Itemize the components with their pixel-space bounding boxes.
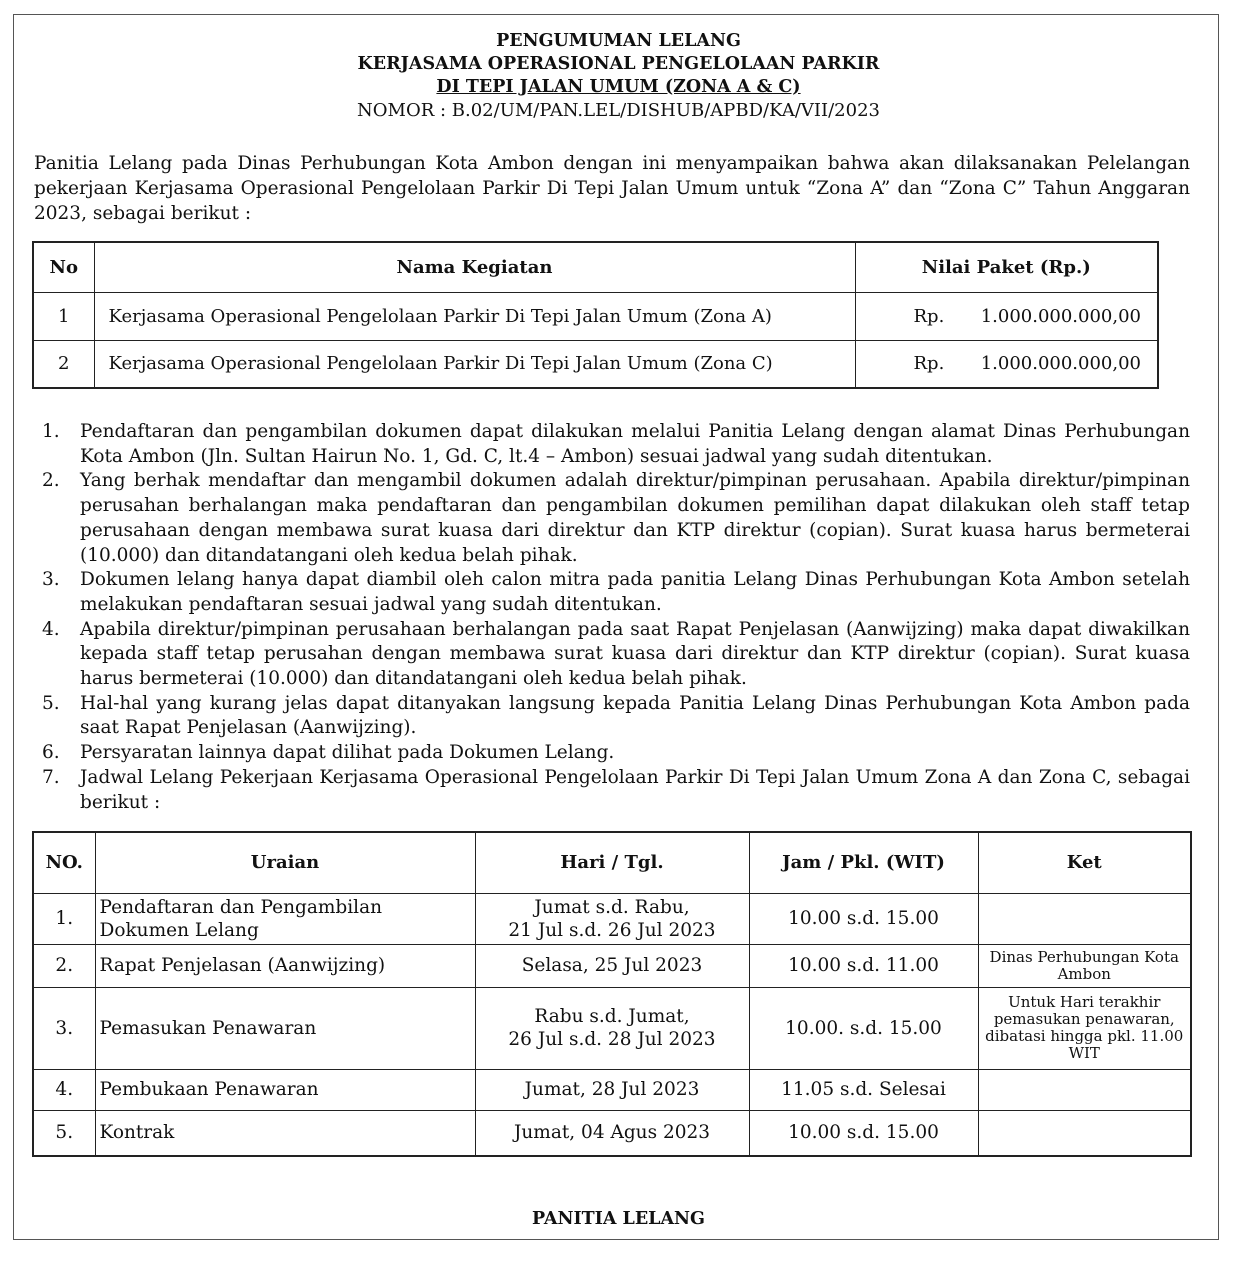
col-header-time: Jam / Pkl. (WIT): [749, 832, 978, 893]
terms-list: [34, 420, 1190, 815]
row-date: Jumat, 04 Agus 2023: [475, 1110, 749, 1156]
date-line-2: 26 Jul s.d. 28 Jul 2023: [508, 1029, 716, 1050]
list-text: Yang berhak mendaftar dan mengambil dokumen adalah direktur/pimpinan perusahaan. Apabila direktur/pimpinan perusahan berhalangan maka pendaftaran dan pengambilan dokumen pemilihan dapat dilakukan oleh staff tetap perusahaan dengan membawa surat kuasa dari direktur dan KTP direktur (copian). Surat kuasa harus bermeterai (10.000) dan ditandatangani oleh kedua belah pihak.: [80, 470, 1190, 566]
row-no: 1.: [33, 893, 95, 944]
table-row: [33, 893, 1191, 944]
row-uraian: Pemasukan Penawaran: [95, 987, 475, 1069]
row-time: 10.00. s.d. 15.00: [749, 987, 978, 1069]
col-header-value: Nilai Paket (Rp.): [855, 242, 1158, 292]
list-text: Jadwal Lelang Pekerjaan Kerjasama Operasional Pengelolaan Parkir Di Tepi Jalan Umum Zona A dan Zona C, sebagai berikut :: [80, 766, 1190, 813]
row-no: 5.: [33, 1110, 95, 1156]
row-uraian: Rapat Penjelasan (Aanwijzing): [95, 944, 475, 987]
row-date: [475, 987, 749, 1069]
row-date: Jumat, 28 Jul 2023: [475, 1069, 749, 1110]
row-time: 10.00 s.d. 15.00: [749, 893, 978, 944]
package-table: [32, 241, 1159, 389]
date-line-1: Jumat s.d. Rabu,: [534, 896, 690, 918]
title-line-3: DI TEPI JALAN UMUM (ZONA A & C): [436, 77, 801, 97]
list-text: Apabila direktur/pimpinan perusahaan berhalangan pada saat Rapat Penjelasan (Aanwijzing) maka dapat diwakilkan kepada staff tetap perusahan dengan membawa surat kuasa dari direktur dan KTP direktur (copian). Surat kuasa harus bermeterai (10.000) dan ditandatangani oleh kedua belah pihak.: [80, 618, 1190, 690]
row-value-cell: [855, 292, 1158, 340]
table-row: [33, 944, 1191, 987]
list-number: 2.: [42, 470, 60, 492]
list-number: 4.: [42, 618, 60, 640]
row-no: 4.: [33, 1069, 95, 1110]
row-no: 1: [33, 292, 94, 340]
row-name: Kerjasama Operasional Pengelolaan Parkir Di Tepi Jalan Umum (Zona C): [94, 340, 855, 388]
col-header-name: Nama Kegiatan: [94, 242, 855, 292]
col-header-uraian: Uraian: [95, 832, 475, 893]
list-item: [34, 692, 1190, 741]
table-row: [33, 292, 1158, 340]
row-no: 3.: [33, 987, 95, 1069]
title-line-2: KERJASAMA OPERASIONAL PENGELOLAAN PARKIR: [357, 54, 880, 74]
list-item: [34, 618, 1190, 692]
list-text: Pendaftaran dan pengambilan dokumen dapat dilakukan melalui Panitia Lelang dengan alamat Dinas Perhubungan Kota Ambon (Jln. Sultan Hairun No. 1, Gd. C, lt.4 – Ambon) sesuai jadwal yang sudah ditentukan.: [80, 421, 1190, 467]
intro-paragraph: Panitia Lelang pada Dinas Perhubungan Kota Ambon dengan ini menyampaikan bahwa akan dilaksanakan Pelelangan pekerjaan Kerjasama Operasional Pengelolaan Parkir Di Tepi Jalan Umum untuk “Zona A” dan “Zona C” Tahun Anggaran 2023, sebagai berikut :: [34, 153, 1190, 224]
row-uraian: Pembukaan Penawaran: [95, 1069, 475, 1110]
list-item: [34, 766, 1190, 815]
row-value-cell: [855, 340, 1158, 388]
row-time: 10.00 s.d. 15.00: [749, 1110, 978, 1156]
col-header-no: NO.: [33, 832, 95, 893]
date-line-2: 21 Jul s.d. 26 Jul 2023: [508, 919, 716, 941]
currency-label: Rp.: [913, 353, 945, 375]
row-ket: Dinas Perhubungan Kota Ambon: [978, 944, 1191, 987]
table-row: [33, 987, 1191, 1069]
currency-label: Rp.: [913, 305, 945, 327]
row-no: 2.: [33, 944, 95, 987]
list-number: 3.: [42, 569, 60, 591]
table-row: [33, 1110, 1191, 1156]
row-time: 11.05 s.d. Selesai: [749, 1069, 978, 1110]
col-header-date: Hari / Tgl.: [475, 832, 749, 893]
row-value: 1.000.000.000,00: [980, 305, 1141, 327]
list-item: [34, 469, 1190, 568]
signature-committee: PANITIA LELANG: [532, 1209, 705, 1229]
list-number: 5.: [42, 692, 60, 714]
row-no: 2: [33, 340, 94, 388]
package-table-header: [33, 242, 1158, 292]
row-name: Kerjasama Operasional Pengelolaan Parkir Di Tepi Jalan Umum (Zona A): [94, 292, 855, 340]
list-text: Persyaratan lainnya dapat dilihat pada Dokumen Lelang.: [80, 742, 615, 764]
row-ket: Untuk Hari terakhir pemasukan penawaran, dibatasi hingga pkl. 11.00 WIT: [978, 987, 1191, 1069]
row-date: Selasa, 25 Jul 2023: [475, 944, 749, 987]
schedule-table: [32, 831, 1192, 1157]
row-time: 10.00 s.d. 11.00: [749, 944, 978, 987]
list-item: [34, 420, 1190, 469]
row-ket: [978, 1110, 1191, 1156]
title-line-1: PENGUMUMAN LELANG: [496, 31, 741, 51]
row-ket: [978, 1069, 1191, 1110]
document-number: NOMOR : B.02/UM/PAN.LEL/DISHUB/APBD/KA/VII/2023: [357, 100, 880, 121]
list-item: [34, 741, 1190, 766]
list-text: Dokumen lelang hanya dapat diambil oleh calon mitra pada panitia Lelang Dinas Perhubungan Kota Ambon setelah melakukan pendaftaran sesuai jadwal yang sudah ditentukan.: [80, 569, 1190, 615]
announcement-title: [0, 30, 1237, 122]
list-text: Hal-hal yang kurang jelas dapat ditanyakan langsung kepada Panitia Lelang Dinas Perhubungan Kota Ambon pada saat Rapat Penjelasan (Aanwijzing).: [80, 692, 1190, 739]
table-row: [33, 340, 1158, 388]
col-header-ket: Ket: [978, 832, 1191, 893]
list-number: 6.: [42, 742, 60, 764]
row-value: 1.000.000.000,00: [980, 353, 1141, 375]
row-uraian: Pendaftaran dan Pengambilan Dokumen Lelang: [95, 893, 475, 944]
row-date: [475, 893, 749, 944]
list-number: 7.: [42, 766, 60, 788]
col-header-no: No: [33, 242, 94, 292]
list-number: 1.: [42, 421, 60, 442]
date-line-1: Rabu s.d. Jumat,: [534, 1006, 690, 1027]
row-uraian: Kontrak: [95, 1110, 475, 1156]
schedule-table-header: [33, 832, 1191, 893]
row-ket: [978, 893, 1191, 944]
list-item: [34, 568, 1190, 617]
table-row: [33, 1069, 1191, 1110]
